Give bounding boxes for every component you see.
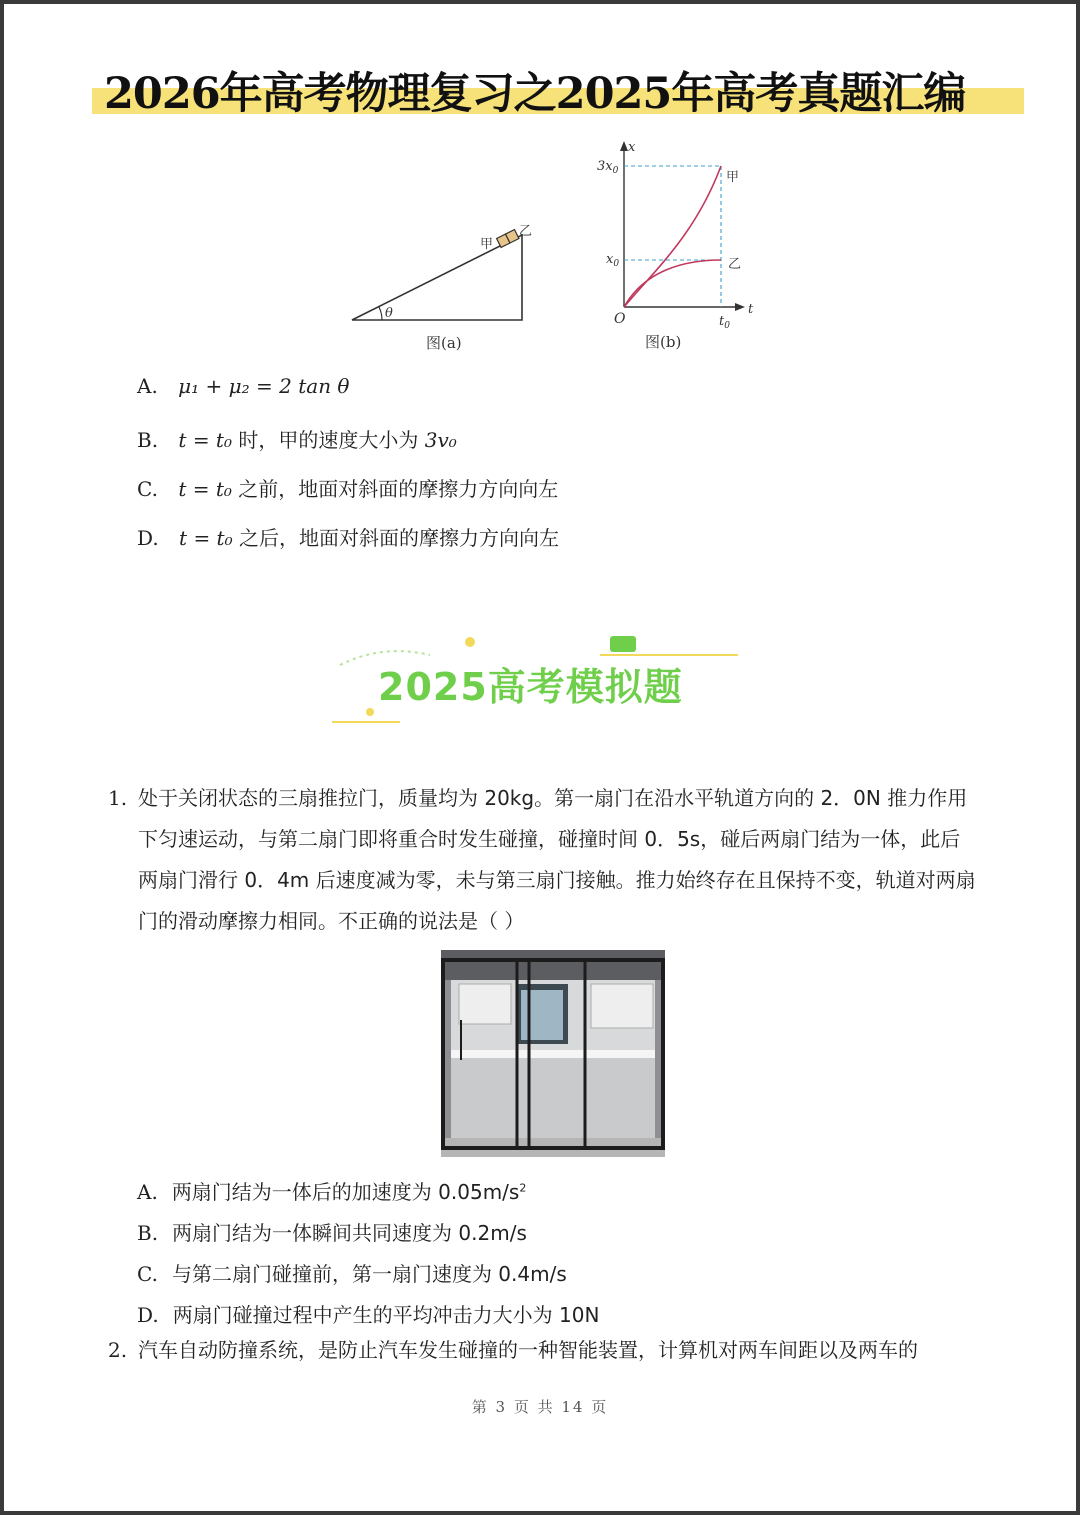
cabinet-left	[459, 984, 511, 1024]
option-letter: D.	[137, 1303, 159, 1327]
ceiling	[441, 950, 665, 980]
small-green-tag	[610, 636, 636, 652]
q1-option-c	[137, 1258, 567, 1287]
curve-jia	[624, 166, 721, 307]
option-math: t = t₀	[179, 526, 233, 550]
prev-option-d	[137, 522, 559, 551]
tick-x0: $x_0$	[606, 252, 620, 269]
y-axis-arrow	[620, 141, 628, 151]
question-number: 2.	[108, 1338, 128, 1362]
option-letter: A.	[137, 374, 158, 398]
option-letter: D.	[137, 526, 159, 550]
option-math: t = t₀	[178, 477, 232, 501]
incline-triangle	[352, 235, 522, 320]
option-text: 与第二扇门碰撞前，第一扇门速度为 0.4m/s	[171, 1262, 567, 1286]
angle-arc	[379, 307, 382, 320]
cabinet-right	[591, 984, 653, 1028]
sliding-door-photo	[441, 950, 665, 1157]
figure-b-caption: 图(b)	[645, 333, 682, 351]
origin-label: O	[614, 311, 626, 327]
countertop	[451, 1050, 655, 1058]
yellow-dot	[366, 708, 374, 716]
blocks	[497, 230, 519, 248]
tick-t0: $t_0$	[719, 314, 730, 331]
option-text: 两扇门结为一体后的加速度为 0.05m/s	[171, 1180, 520, 1204]
option-letter: C.	[137, 477, 158, 501]
option-letter: A.	[137, 1180, 158, 1204]
x-axis-label: t	[748, 302, 754, 317]
prev-option-a	[137, 374, 349, 398]
angle-label: θ	[385, 306, 393, 321]
curve-yi-label: 乙	[728, 257, 742, 272]
curve-jia-label: 甲	[726, 170, 740, 185]
option-math-tail: 3v₀	[424, 428, 457, 452]
prev-option-c	[137, 473, 558, 502]
question-text: 处于关闭状态的三扇推拉门，质量均为 20kg。第一扇门在沿水平轨道方向的 2．0N 推力作用下匀速运动，与第二扇门即将重合时发生碰撞，碰撞时间 0．5s，碰后两扇门结为一体，此后两扇门滑行 0．4m 后速度减为零，未与第三扇门接触。推力始终存在且保持不变，轨道对两扇门的滑动摩擦力相同。不正确的说法是（ ）	[138, 786, 976, 933]
section-title: 2025高考模拟题	[378, 665, 683, 709]
q1-option-a	[137, 1176, 526, 1205]
option-text: 两扇门结为一体瞬间共同速度为 0.2m/s	[172, 1221, 527, 1245]
option-text: 时，甲的速度大小为	[238, 428, 419, 452]
lower-cabinets	[451, 1058, 655, 1138]
yellow-dot-2	[465, 637, 475, 647]
title-block	[92, 58, 1024, 120]
option-sup: 2	[519, 1181, 527, 1195]
option-text: 之后，地面对斜面的摩擦力方向向左	[238, 526, 559, 550]
question-1	[108, 778, 978, 942]
label-yi: 乙	[519, 224, 533, 239]
curve-yi	[624, 260, 721, 307]
q1-option-b	[137, 1217, 527, 1246]
q1-option-d	[137, 1299, 599, 1328]
question-2	[108, 1330, 978, 1371]
page-title: 2026年高考物理复习之2025年高考真题汇编	[104, 69, 966, 119]
option-letter: B.	[137, 1221, 159, 1245]
option-text: 两扇门碰撞过程中产生的平均冲击力大小为 10N	[172, 1303, 600, 1327]
label-jia: 甲	[480, 237, 494, 252]
figure-b-xt-graph	[590, 135, 770, 360]
option-letter: C.	[137, 1262, 158, 1286]
option-math: μ₁ + μ₂ = 2 tan θ	[178, 374, 350, 398]
section-heading	[330, 630, 750, 730]
x-axis-arrow	[735, 303, 745, 311]
question-text: 汽车自动防撞系统，是防止汽车发生碰撞的一种智能装置，计算机对两车间距以及两车的	[138, 1338, 918, 1362]
figure-a-incline	[340, 215, 540, 360]
window-glass	[521, 990, 563, 1040]
tick-3x0: $3x_0$	[597, 159, 619, 176]
prev-option-b	[137, 424, 457, 453]
y-axis-label: x	[628, 140, 636, 155]
question-number: 1.	[108, 786, 128, 810]
option-letter: B.	[137, 428, 159, 452]
page-footer: 第 3 页 共 14 页	[471, 1398, 609, 1416]
figure-a-caption: 图(a)	[426, 334, 462, 352]
option-text: 之前，地面对斜面的摩擦力方向向左	[238, 477, 559, 501]
option-math: t = t₀	[178, 428, 232, 452]
